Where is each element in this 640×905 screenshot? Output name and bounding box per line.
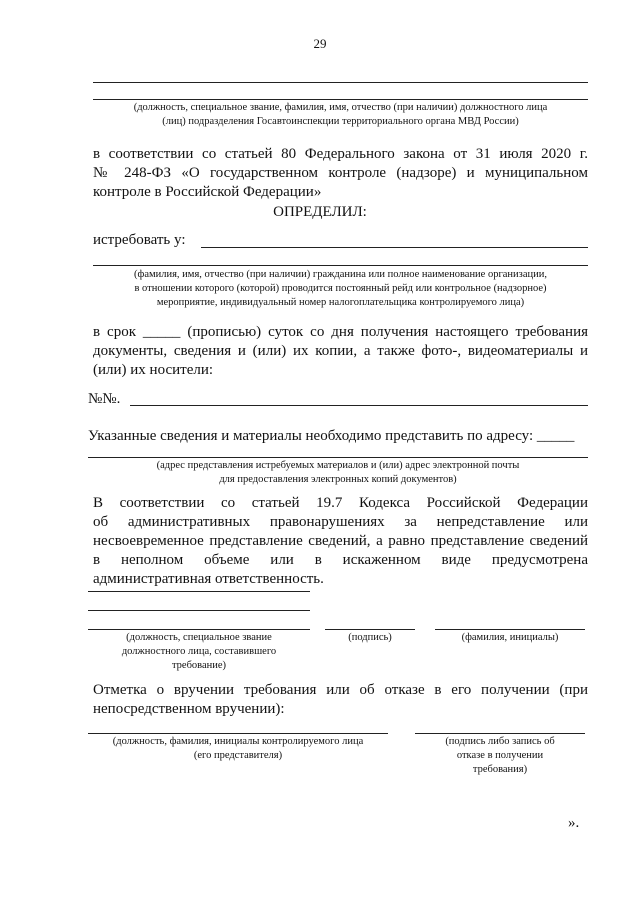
- subject-line: [93, 265, 588, 266]
- official-line-2: [93, 99, 588, 100]
- person-line: [88, 733, 388, 734]
- refusal-caption: (подпись либо запись об отказе в получении требования): [445, 736, 555, 775]
- position-line-1: [88, 591, 310, 592]
- address-paragraph: Указанные сведения и материалы необходимо представить по адресу: _____: [88, 428, 575, 444]
- page-number: 29: [313, 36, 327, 51]
- official-line: [93, 82, 588, 83]
- position-caption: (должность, специальное звание должностного лица, составившего требование): [121, 632, 277, 671]
- signature-caption: (подпись): [348, 632, 392, 643]
- demand-line: [201, 247, 588, 248]
- position-line-2: [88, 610, 310, 611]
- refusal-line: [415, 733, 585, 734]
- name-caption: (фамилия, инициалы): [461, 632, 559, 643]
- closing-mark: ».: [568, 815, 580, 831]
- law-paragraph: в соответствии со статьей 80 Федерального закона от 31 июля 2020 г. № 248-ФЗ «О государственном контроле (надзоре) и муниципальном контроле в Российской Федерации»: [93, 146, 588, 200]
- signature-line: [325, 629, 415, 630]
- person-caption: (должность, фамилия, инициалы контролируемого лица (его представителя): [112, 736, 364, 761]
- address-line: [88, 457, 588, 458]
- demand-label: истребовать у:: [93, 232, 186, 248]
- address-caption: (адрес представления истребуемых материалов и (или) адрес электронной почты для предоставления электронных копий документов): [156, 460, 520, 485]
- numbers-line: [130, 405, 588, 406]
- position-line-3: [88, 629, 310, 630]
- responsibility-paragraph: В соответствии со статьей 19.7 Кодекса Российской Федерации об административных правонарушениях за непредставление или несвоевременное представление сведений, а равно представление сведений в неполном объеме или в искаженном виде предусмотрена административная ответственность.: [93, 495, 588, 587]
- subject-caption: (фамилия, имя, отчество (при наличии) гражданина или полное наименование организации, в отношении которого (которой) проводится постоянный рейд или контрольное (надзорное) мероприятие, индивидуальный номер налогоплательщика контролируемого лица): [134, 269, 547, 308]
- official-caption: (должность, специальное звание, фамилия, имя, отчество (при наличии) должностного лица (лиц) подразделения Госавтоинспекции территориального органа МВД России): [133, 102, 548, 127]
- term-paragraph: в срок _____ (прописью) суток со дня получения настоящего требования документы, сведения и (или) их копии, а также фото-, видеоматериалы и (или) их носители:: [93, 324, 588, 378]
- name-line: [435, 629, 585, 630]
- delivery-paragraph: Отметка о вручении требования или об отказе в его получении (при непосредственном вручении):: [93, 682, 588, 717]
- decision-heading: ОПРЕДЕЛИЛ:: [273, 204, 367, 220]
- numbers-label: №№.: [88, 391, 121, 407]
